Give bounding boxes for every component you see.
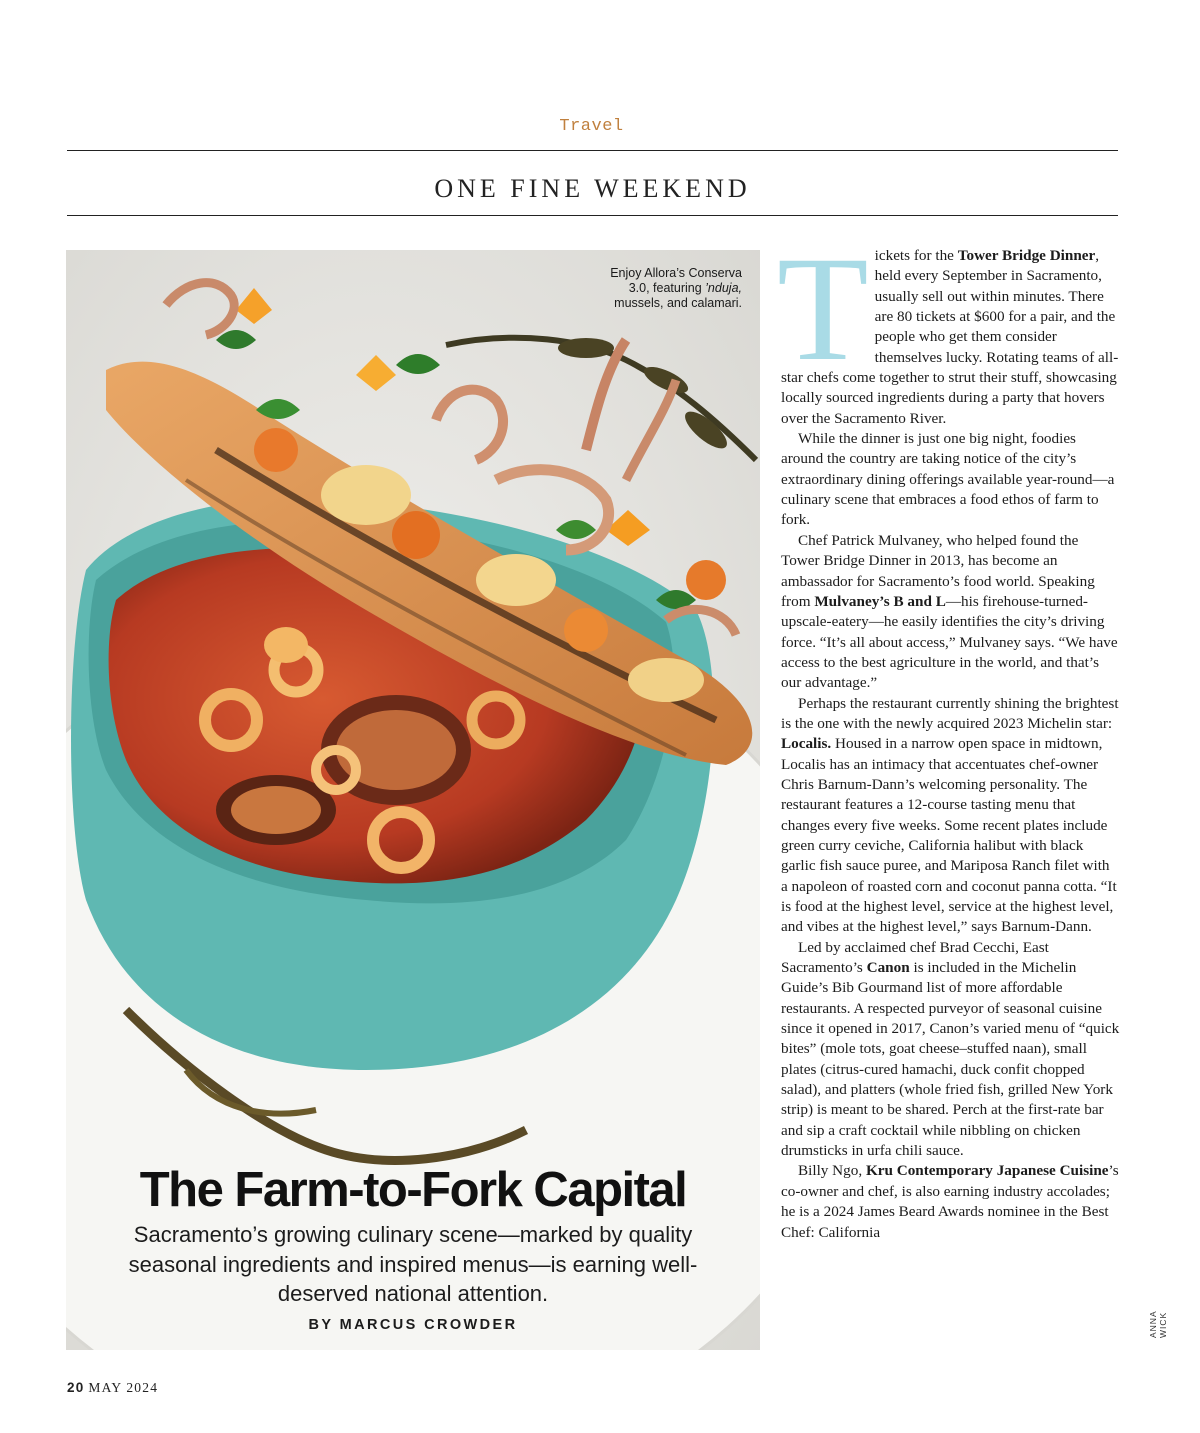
paragraph xyxy=(781,531,1120,694)
headline: The Farm-to-Fork Capital xyxy=(139,1163,687,1217)
text: is included in the Michelin Guide’s Bib Gourmand list of more affordable restaurants. A respected purveyor of seasonal cuisine since it opened in 2017, Canon’s varied menu of “quick bites” (mole tots, goat cheese–stuffed naan), small plates (citrus-cured hamachi, duck confit chopped salad), and platters (whole fried fish, grilled New York strip) is meant to be shared. Perch at the first-rate bar and sip a craft cocktail while nibbling on chicken drumsticks in urfa chili sauce. xyxy=(781,959,1120,1160)
paragraph xyxy=(777,226,1120,429)
text: Billy Ngo, xyxy=(798,1162,866,1180)
issue-date: MAY 2024 xyxy=(88,1380,159,1395)
headline-block xyxy=(66,1162,760,1333)
restaurant-name: Localis. xyxy=(781,735,832,753)
page-folio xyxy=(67,1380,158,1396)
restaurant-name: Mulvaney’s B and L xyxy=(814,592,946,610)
caption-line: mussels, and calamari. xyxy=(614,296,742,310)
photo-credit: ANNA WICK xyxy=(1148,1310,1168,1338)
text: ’s co-owner and chef, is also earning industry accolades; he is a 2024 James Beard Awards nominee in the Best Chef: California xyxy=(781,1162,1119,1241)
text: ickets for the xyxy=(874,247,958,264)
paragraph xyxy=(781,938,1120,1162)
article-body xyxy=(777,226,1120,1243)
byline: BY MARCUS CROWDER xyxy=(308,1316,518,1333)
photo-caption xyxy=(562,266,742,311)
hero-photo xyxy=(66,250,760,1350)
page-number: 20 xyxy=(67,1380,85,1395)
paragraph xyxy=(781,1161,1120,1242)
text: Housed in a narrow open space in midtown, Localis has an intimacy that accentuates chef-owner Chris Barnum-Dann’s welcoming personality. The restaurant features a 12-course tasting menu that changes every five weeks. Some recent plates include green curry ceviche, California halibut with black garlic fish sauce puree, and Mariposa Ranch filet with a napoleon of roasted corn and coconut panna cotta. “It is food at the highest level, service at the highest level, and vibes at the highest level,” says Barnum-Dann. xyxy=(781,735,1117,936)
caption-line: 3.0, featuring xyxy=(628,281,706,295)
text: Perhaps the restaurant currently shining the brightest is the one with the newly acquired 2023 Michelin star: xyxy=(781,694,1119,732)
paragraph xyxy=(781,694,1120,938)
caption-line: Enjoy Allora’s Conserva xyxy=(610,266,742,280)
column-title: ONE FINE WEEKEND xyxy=(434,174,751,203)
restaurant-name: Canon xyxy=(866,959,910,977)
restaurant-name: Kru Contemporary Japanese Cuisine xyxy=(865,1162,1109,1180)
section-label: Travel xyxy=(559,117,624,136)
paragraph: While the dinner is just one big night, foodies around the country are taking notice of the city’s extraordinary dining offerings available year-round—a culinary scene that embraces a food ethos of farm to fork. xyxy=(781,430,1115,529)
text: —his firehouse-turned-upscale-eatery—he easily identifies the city’s driving force. “It’s all about access,” Mulvaney says. “We have access to the best agriculture in the world, and that’s our advantage.” xyxy=(781,592,1118,692)
text: Chef Patrick Mulvaney, who helped found the Tower Bridge Dinner in 2013, has become an ambassador for Sacramento’s food world. Speaking from xyxy=(781,531,1095,610)
restaurant-name: Tower Bridge Dinner xyxy=(957,247,1096,264)
drop-cap: T xyxy=(777,226,869,392)
header-rule-top xyxy=(67,150,1118,151)
text: , held every September in Sacramento, usually sell out within minutes. There are 80 tickets at $600 for a pair, and the people who get them consider themselves lucky. Rotating teams of all-star chefs come together to strut their stuff, showcasing locally sourced ingredients during a party that hovers over the Sacramento River. xyxy=(781,247,1119,427)
header-rule-bottom xyxy=(67,215,1118,216)
text: Led by acclaimed chef Brad Cecchi, East Sacramento’s xyxy=(781,938,1049,977)
caption-italic: ’nduja, xyxy=(705,281,742,295)
dek: Sacramento’s growing culinary scene—marked by quality seasonal ingredients and inspired menus—is earning well-deserved national attention. xyxy=(128,1222,698,1306)
